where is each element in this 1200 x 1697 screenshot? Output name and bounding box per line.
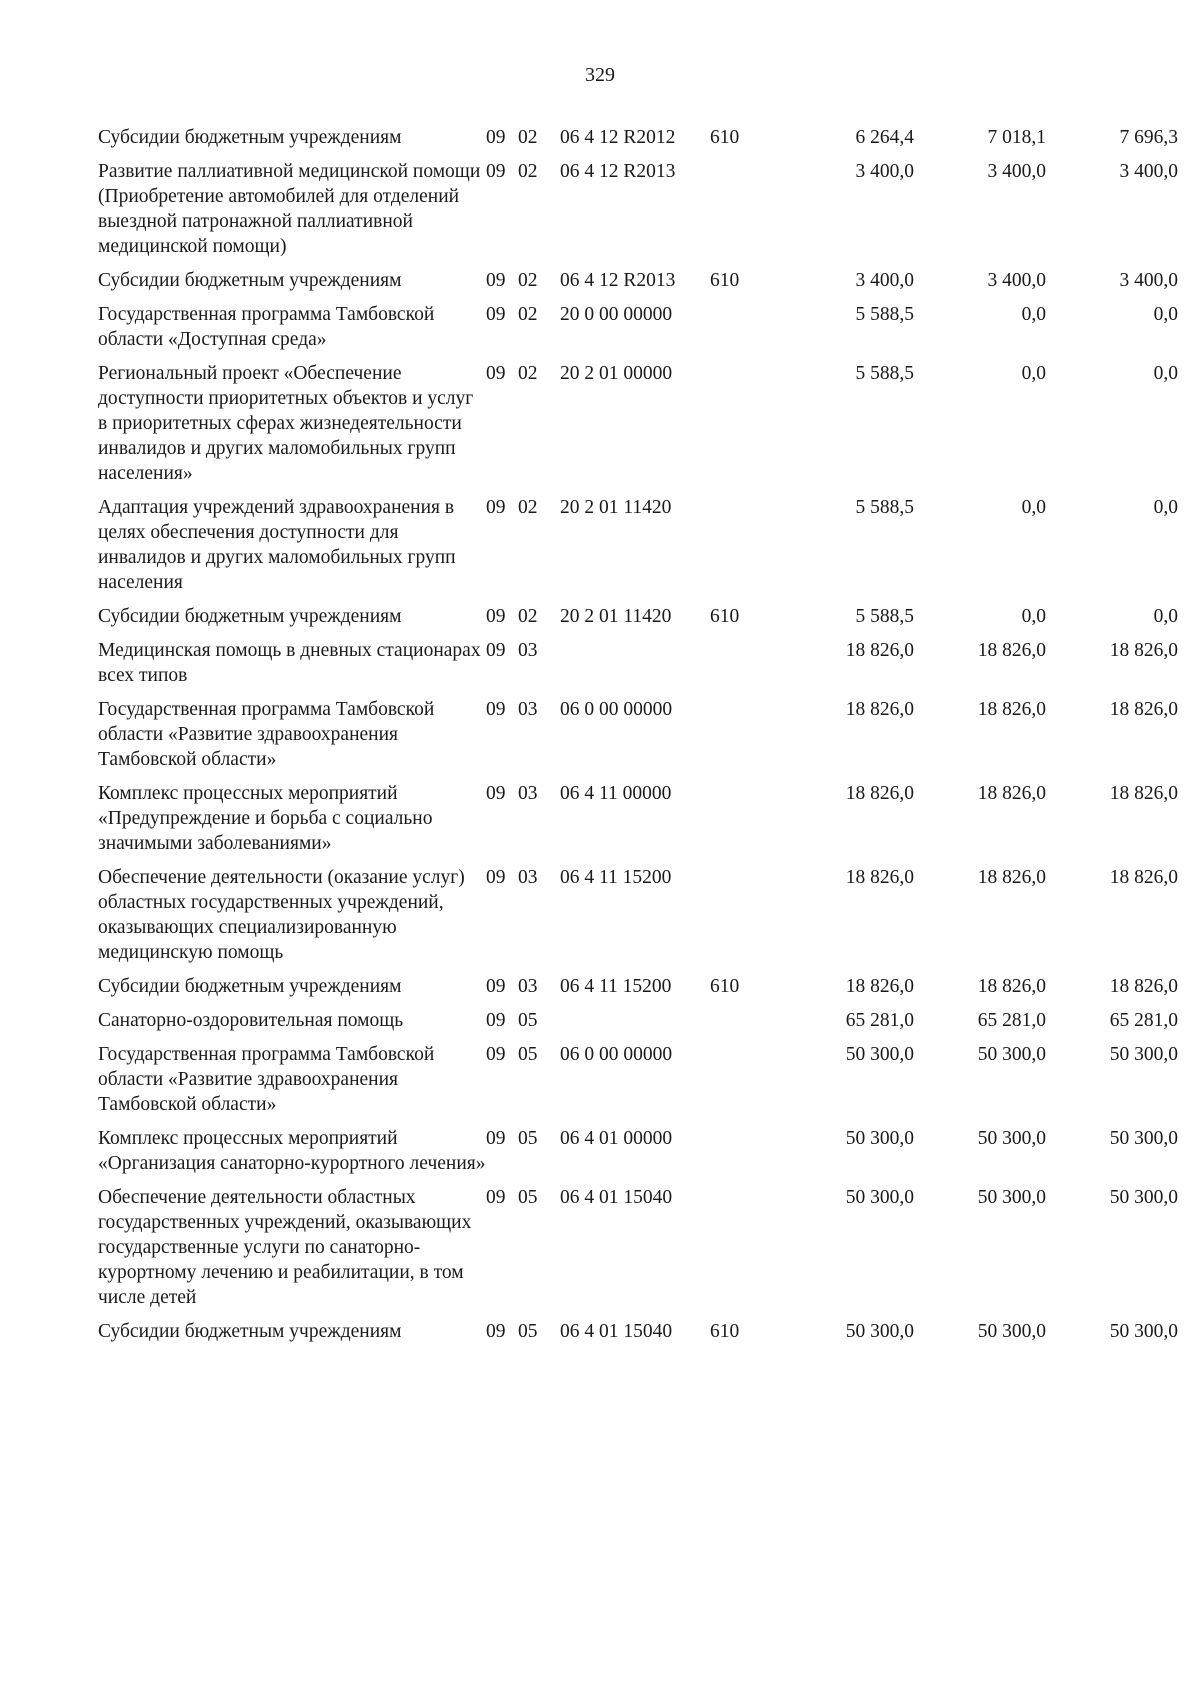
section-code: 09 (486, 699, 506, 720)
subsection-code: 03 (518, 640, 538, 661)
section-code: 09 (486, 867, 506, 888)
target-article-code (560, 638, 710, 697)
target-article-code: 06 4 01 00000 (560, 1128, 673, 1149)
section-code: 09 (486, 976, 506, 997)
target-article-code: 06 4 11 00000 (560, 783, 672, 804)
subsection-code: 03 (518, 867, 538, 888)
item-name: Комплекс процессных мероприятий «Организация санаторно-курортного лечения» (98, 1128, 486, 1174)
amount-year-1: 50 300,0 (845, 1321, 914, 1342)
section-code: 09 (486, 783, 506, 804)
budget-table (98, 125, 1178, 1353)
amount-year-1: 3 400,0 (855, 161, 914, 182)
amount-year-3: 0,0 (1153, 606, 1178, 627)
amount-year-3: 0,0 (1153, 363, 1178, 384)
page-number: 329 (585, 64, 615, 86)
item-name: Субсидии бюджетным учреждениям (98, 976, 402, 997)
subsection-code: 02 (518, 363, 538, 384)
expense-type-code (710, 865, 760, 974)
amount-year-2: 7 018,1 (987, 127, 1046, 148)
subsection-code: 03 (518, 783, 538, 804)
amount-year-2: 0,0 (1021, 606, 1046, 627)
target-article-code: 06 4 11 15200 (560, 976, 672, 997)
expense-type-code (710, 159, 760, 268)
item-name: Санаторно-оздоровительная помощь (98, 1010, 404, 1031)
item-name: Медицинская помощь в дневных стационарах всех типов (98, 640, 481, 686)
amount-year-1: 50 300,0 (845, 1044, 914, 1065)
subsection-code: 03 (518, 699, 538, 720)
expense-type-code: 610 (710, 1321, 740, 1342)
table-row (98, 1042, 1178, 1126)
amount-year-2: 18 826,0 (977, 783, 1046, 804)
amount-year-1: 65 281,0 (845, 1010, 914, 1031)
amount-year-3: 65 281,0 (1109, 1010, 1178, 1031)
amount-year-1: 5 588,5 (855, 363, 914, 384)
amount-year-3: 50 300,0 (1109, 1128, 1178, 1149)
amount-year-2: 0,0 (1021, 304, 1046, 325)
table-row (98, 1126, 1178, 1185)
expense-type-code (710, 1185, 760, 1319)
expense-type-code (710, 495, 760, 604)
amount-year-3: 50 300,0 (1109, 1321, 1178, 1342)
expense-type-code (710, 781, 760, 865)
table-row (98, 781, 1178, 865)
item-name: Государственная программа Тамбовской области «Развитие здравоохранения Тамбовской области» (98, 1044, 435, 1115)
target-article-code: 06 0 00 00000 (560, 1044, 673, 1065)
item-name: Государственная программа Тамбовской области «Развитие здравоохранения Тамбовской области» (98, 699, 435, 770)
amount-year-2: 0,0 (1021, 497, 1046, 518)
table-row (98, 125, 1178, 159)
amount-year-2: 18 826,0 (977, 640, 1046, 661)
target-article-code: 06 4 12 R2012 (560, 127, 676, 148)
expense-type-code (710, 302, 760, 361)
amount-year-1: 18 826,0 (845, 976, 914, 997)
amount-year-1: 5 588,5 (855, 606, 914, 627)
amount-year-1: 18 826,0 (845, 783, 914, 804)
section-code: 09 (486, 127, 506, 148)
subsection-code: 02 (518, 497, 538, 518)
amount-year-1: 6 264,4 (855, 127, 914, 148)
subsection-code: 02 (518, 270, 538, 291)
amount-year-3: 0,0 (1153, 304, 1178, 325)
target-article-code: 06 4 12 R2013 (560, 270, 676, 291)
expense-type-code (710, 1008, 760, 1042)
amount-year-2: 65 281,0 (977, 1010, 1046, 1031)
amount-year-1: 5 588,5 (855, 497, 914, 518)
expense-type-code: 610 (710, 127, 740, 148)
amount-year-2: 50 300,0 (977, 1128, 1046, 1149)
table-row (98, 697, 1178, 781)
target-article-code: 06 4 01 15040 (560, 1187, 673, 1208)
table-row (98, 1319, 1178, 1353)
subsection-code: 05 (518, 1010, 538, 1031)
section-code: 09 (486, 270, 506, 291)
item-name: Субсидии бюджетным учреждениям (98, 606, 402, 627)
section-code: 09 (486, 1044, 506, 1065)
subsection-code: 05 (518, 1128, 538, 1149)
expense-type-code (710, 697, 760, 781)
section-code: 09 (486, 363, 506, 384)
amount-year-3: 0,0 (1153, 497, 1178, 518)
subsection-code: 05 (518, 1187, 538, 1208)
expense-type-code: 610 (710, 606, 740, 627)
expense-type-code: 610 (710, 976, 740, 997)
amount-year-2: 50 300,0 (977, 1321, 1046, 1342)
target-article-code: 20 2 01 00000 (560, 363, 673, 384)
target-article-code: 20 0 00 00000 (560, 304, 673, 325)
table-row (98, 361, 1178, 495)
subsection-code: 02 (518, 606, 538, 627)
amount-year-3: 50 300,0 (1109, 1187, 1178, 1208)
table-row (98, 159, 1178, 268)
target-article-code: 06 4 01 15040 (560, 1321, 673, 1342)
subsection-code: 05 (518, 1321, 538, 1342)
section-code: 09 (486, 161, 506, 182)
subsection-code: 02 (518, 127, 538, 148)
section-code: 09 (486, 1010, 506, 1031)
subsection-code: 02 (518, 161, 538, 182)
amount-year-2: 18 826,0 (977, 867, 1046, 888)
table-row (98, 495, 1178, 604)
amount-year-3: 18 826,0 (1109, 640, 1178, 661)
table-row (98, 302, 1178, 361)
item-name: Комплекс процессных мероприятий «Предупреждение и борьба с социально значимыми заболеваниями» (98, 783, 433, 854)
amount-year-1: 50 300,0 (845, 1128, 914, 1149)
amount-year-1: 18 826,0 (845, 699, 914, 720)
section-code: 09 (486, 304, 506, 325)
amount-year-3: 50 300,0 (1109, 1044, 1178, 1065)
table-row (98, 1185, 1178, 1319)
table-row (98, 865, 1178, 974)
amount-year-3: 18 826,0 (1109, 976, 1178, 997)
amount-year-2: 18 826,0 (977, 976, 1046, 997)
table-row (98, 638, 1178, 697)
target-article-code: 06 4 11 15200 (560, 867, 672, 888)
section-code: 09 (486, 606, 506, 627)
subsection-code: 03 (518, 976, 538, 997)
amount-year-3: 3 400,0 (1119, 270, 1178, 291)
item-name: Региональный проект «Обеспечение доступности приоритетных объектов и услуг в приоритетных сферах жизнедеятельности инвалидов и других маломобильных групп населения» (98, 363, 474, 484)
section-code: 09 (486, 1187, 506, 1208)
table-row (98, 268, 1178, 302)
target-article-code: 06 4 12 R2013 (560, 161, 676, 182)
item-name: Обеспечение деятельности областных государственных учреждений, оказывающих государственные услуги по санаторно-курортному лечению и реабилитации, в том числе детей (98, 1187, 472, 1308)
amount-year-2: 50 300,0 (977, 1187, 1046, 1208)
amount-year-3: 18 826,0 (1109, 783, 1178, 804)
amount-year-3: 3 400,0 (1119, 161, 1178, 182)
amount-year-3: 18 826,0 (1109, 867, 1178, 888)
expense-type-code (710, 361, 760, 495)
amount-year-1: 18 826,0 (845, 640, 914, 661)
amount-year-2: 3 400,0 (987, 270, 1046, 291)
section-code: 09 (486, 1321, 506, 1342)
amount-year-2: 18 826,0 (977, 699, 1046, 720)
item-name: Развитие паллиативной медицинской помощи (Приобретение автомобилей для отделений выездной патронажной паллиативной медицинской помощи) (98, 161, 481, 257)
amount-year-1: 50 300,0 (845, 1187, 914, 1208)
item-name: Адаптация учреждений здравоохранения в целях обеспечения доступности для инвалидов и других маломобильных групп населения (98, 497, 456, 593)
amount-year-3: 7 696,3 (1119, 127, 1178, 148)
amount-year-2: 3 400,0 (987, 161, 1046, 182)
target-article-code: 20 2 01 11420 (560, 497, 672, 518)
amount-year-1: 3 400,0 (855, 270, 914, 291)
expense-type-code: 610 (710, 270, 740, 291)
amount-year-3: 18 826,0 (1109, 699, 1178, 720)
item-name: Субсидии бюджетным учреждениям (98, 270, 402, 291)
item-name: Субсидии бюджетным учреждениям (98, 127, 402, 148)
subsection-code: 05 (518, 1044, 538, 1065)
section-code: 09 (486, 497, 506, 518)
amount-year-2: 0,0 (1021, 363, 1046, 384)
target-article-code: 06 0 00 00000 (560, 699, 673, 720)
table-row (98, 604, 1178, 638)
expense-type-code (710, 638, 760, 697)
section-code: 09 (486, 640, 506, 661)
amount-year-1: 5 588,5 (855, 304, 914, 325)
expense-type-code (710, 1126, 760, 1185)
target-article-code (560, 1008, 710, 1042)
table-row (98, 974, 1178, 1008)
subsection-code: 02 (518, 304, 538, 325)
item-name: Субсидии бюджетным учреждениям (98, 1321, 402, 1342)
table-row (98, 1008, 1178, 1042)
amount-year-2: 50 300,0 (977, 1044, 1046, 1065)
item-name: Государственная программа Тамбовской области «Доступная среда» (98, 304, 435, 350)
section-code: 09 (486, 1128, 506, 1149)
amount-year-1: 18 826,0 (845, 867, 914, 888)
item-name: Обеспечение деятельности (оказание услуг) областных государственных учреждений, оказывающих специализированную медицинскую помощь (98, 867, 465, 963)
target-article-code: 20 2 01 11420 (560, 606, 672, 627)
expense-type-code (710, 1042, 760, 1126)
